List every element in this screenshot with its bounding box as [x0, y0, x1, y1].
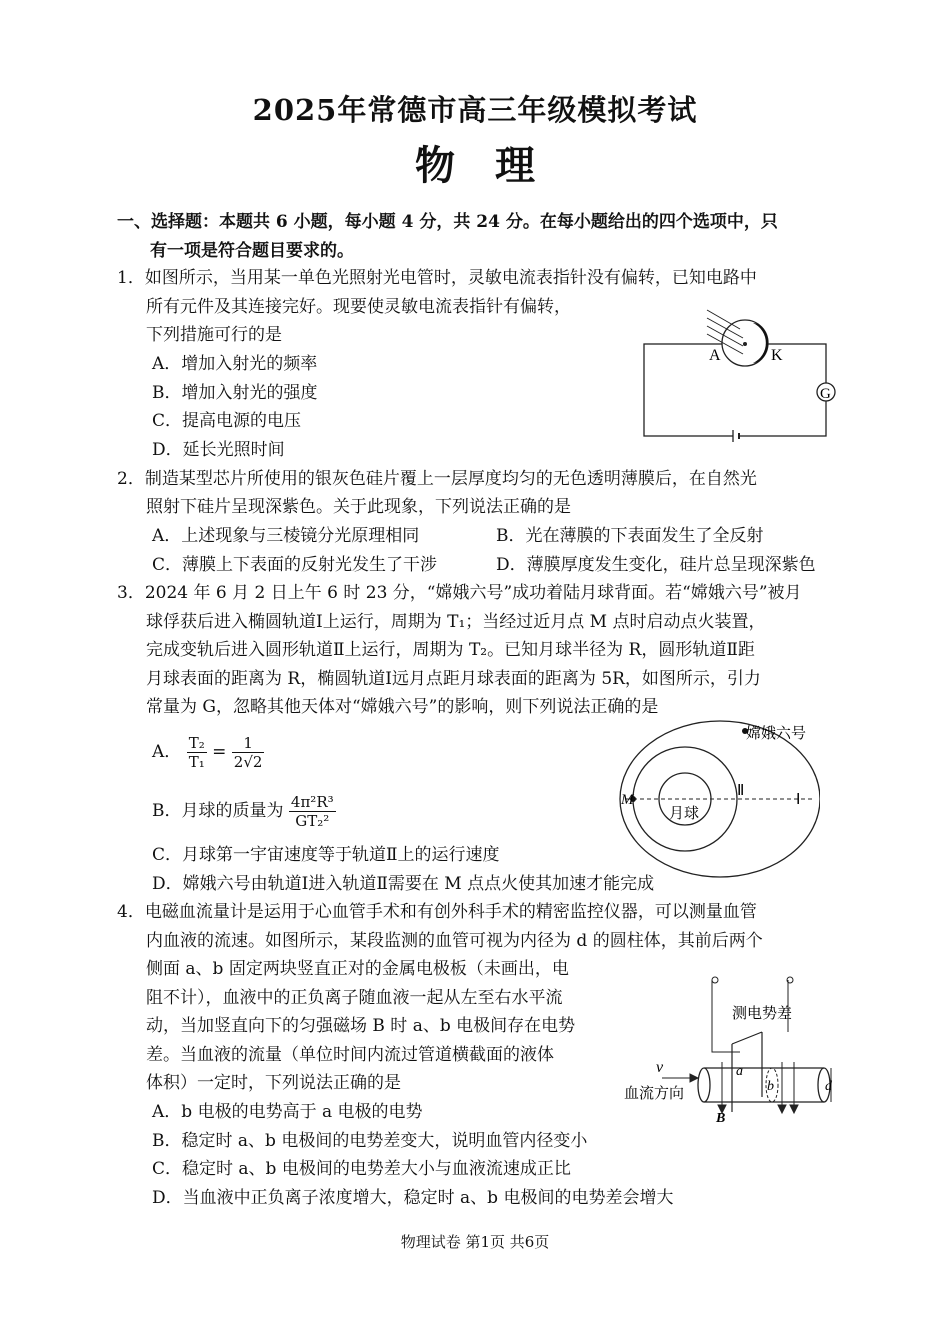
galvanometer-label: G [820, 386, 831, 402]
q3-line: 完成变轨后进入圆形轨道Ⅱ上运行，周期为 T₂。已知月球半径为 R，圆形轨道Ⅱ距 [146, 640, 755, 660]
moon-mass-fraction [289, 793, 336, 830]
section-heading-line2: 有一项是符合题目要求的。 [150, 241, 354, 261]
q1-line: 所有元件及其连接完好。现要使灵敏电流表指针有偏转， [146, 297, 571, 317]
q2-line: 2．制造某型芯片所使用的银灰色硅片覆上一层厚度均匀的无色透明薄膜后，在自然光 [117, 469, 757, 489]
electrode-a-label: a [736, 1064, 743, 1079]
q4-line: 动，当加竖直向下的匀强磁场 B 时 a、b 电极间存在电势 [146, 1016, 576, 1036]
anode-label: A [709, 347, 721, 364]
q4-line: 差。当血液的流量（单位时间内流过管道横截面的液体 [146, 1045, 554, 1065]
fraction-numerator: 1 [232, 734, 265, 753]
blood-flow-meter-figure [622, 972, 842, 1127]
q3-line: 球俘获后进入椭圆轨道Ⅰ上运行，周期为 T₁；当经过近月点 M 点时启动点火装置， [146, 612, 766, 632]
page-footer: 物理试卷 第1页 共6页 [400, 1233, 550, 1251]
subject-title: 物 理 [415, 142, 535, 189]
q4-line: 内血液的流速。如图所示，某段监测的血管可视为内径为 d 的圆柱体，其前后两个 [146, 931, 763, 951]
orbit-ii-label: Ⅱ [737, 783, 745, 799]
point-m-label: M [621, 792, 634, 808]
fraction-denominator: 2√2 [233, 753, 263, 771]
cathode-label: K [771, 347, 783, 364]
q4-line: 体积）一定时，下列说法正确的是 [146, 1073, 401, 1093]
flow-direction-label: 血流方向 [624, 1084, 685, 1102]
q3-option-b-label: B．月球的质量为 [152, 801, 284, 821]
moon-label: 月球 [669, 804, 700, 822]
q4-option-c: C．稳定时 a、b 电极间的电势差大小与血液流速成正比 [152, 1159, 571, 1179]
q3-option-a-label: A． [152, 742, 182, 762]
electrode-b-label: b [767, 1079, 774, 1094]
q2-option-d: D．薄膜厚度发生变化，硅片总呈现深紫色 [496, 555, 816, 575]
q3-option-c: C．月球第一宇宙速度等于轨道Ⅱ上的运行速度 [152, 845, 500, 865]
photocell-circuit-figure [635, 308, 840, 448]
q2-option-c: C．薄膜上下表面的反射光发生了干涉 [152, 555, 438, 575]
diameter-label: d [825, 1079, 832, 1094]
fraction-denominator: T₁ [188, 753, 205, 771]
q3-option-b [152, 786, 336, 836]
q3-line: 3．2024 年 6 月 2 日上午 6 时 23 分，“嫦娥六号”成功着陆月球背面。若“嫦娥六号”被月 [117, 583, 802, 603]
q4-line: 侧面 a、b 固定两块竖直正对的金属电极板（未画出，电 [146, 959, 569, 979]
velocity-label: v [656, 1059, 664, 1076]
q1-line: 1．如图所示，当用某一单色光照射光电管时，灵敏电流表指针没有偏转，已知电路中 [117, 268, 757, 288]
q3-line: 月球表面的距离为 R，椭圆轨道Ⅰ远月点距月球表面的距离为 5R，如图所示，引力 [146, 669, 761, 689]
q4-option-a: A．b 电极的电势高于 a 电极的电势 [152, 1102, 423, 1122]
fraction-denominator: GT₂² [295, 812, 330, 830]
q1-option-d: D．延长光照时间 [152, 440, 285, 460]
q1-option-a: A．增加入射光的频率 [152, 354, 318, 374]
ratio-value-fraction [232, 734, 265, 771]
q1-option-c: C．提高电源的电压 [152, 411, 302, 431]
q3-line: 常量为 G，忽略其他天体对“嫦娥六号”的影响，则下列说法正确的是 [146, 697, 659, 717]
period-ratio-fraction [187, 734, 207, 771]
equals-sign: = [212, 742, 227, 762]
probe-label: 嫦娥六号 [746, 724, 807, 742]
measure-potential-label: 测电势差 [732, 1004, 793, 1022]
lunar-orbit-figure [615, 718, 820, 893]
exam-title: 2025年常德市高三年级模拟考试 [252, 93, 698, 127]
q3-option-a [152, 727, 264, 777]
q2-line: 照射下硅片呈现深紫色。关于此现象，下列说法正确的是 [146, 497, 571, 517]
fraction-numerator: T₂ [188, 734, 205, 752]
q1-line: 下列措施可行的是 [146, 325, 282, 345]
magnetic-field-label: B [716, 1111, 726, 1126]
q4-option-d: D．当血液中正负离子浓度增大，稳定时 a、b 电极间的电势差会增大 [152, 1188, 674, 1208]
fraction-numerator: 4π²R³ [290, 793, 334, 811]
q1-option-b: B．增加入射光的强度 [152, 383, 318, 403]
orbit-i-label: Ⅰ [796, 792, 801, 808]
q2-option-a: A．上述现象与三棱镜分光原理相同 [152, 526, 420, 546]
q3-option-d: D．嫦娥六号由轨道Ⅰ进入轨道Ⅱ需要在 M 点点火使其加速才能完成 [152, 874, 655, 894]
q4-line: 4．电磁血流量计是运用于心血管手术和有创外科手术的精密监控仪器，可以测量血管 [117, 902, 757, 922]
section-heading-line1: 一、选择题：本题共 6 小题，每小题 4 分，共 24 分。在每小题给出的四个选项中，只 [117, 212, 778, 232]
q2-option-b: B．光在薄膜的下表面发生了全反射 [496, 526, 764, 546]
q4-line: 阻不计），血液中的正负离子随血液一起从左至右水平流 [146, 988, 563, 1008]
q4-option-b: B．稳定时 a、b 电极间的电势差变大，说明血管内径变小 [152, 1131, 588, 1151]
